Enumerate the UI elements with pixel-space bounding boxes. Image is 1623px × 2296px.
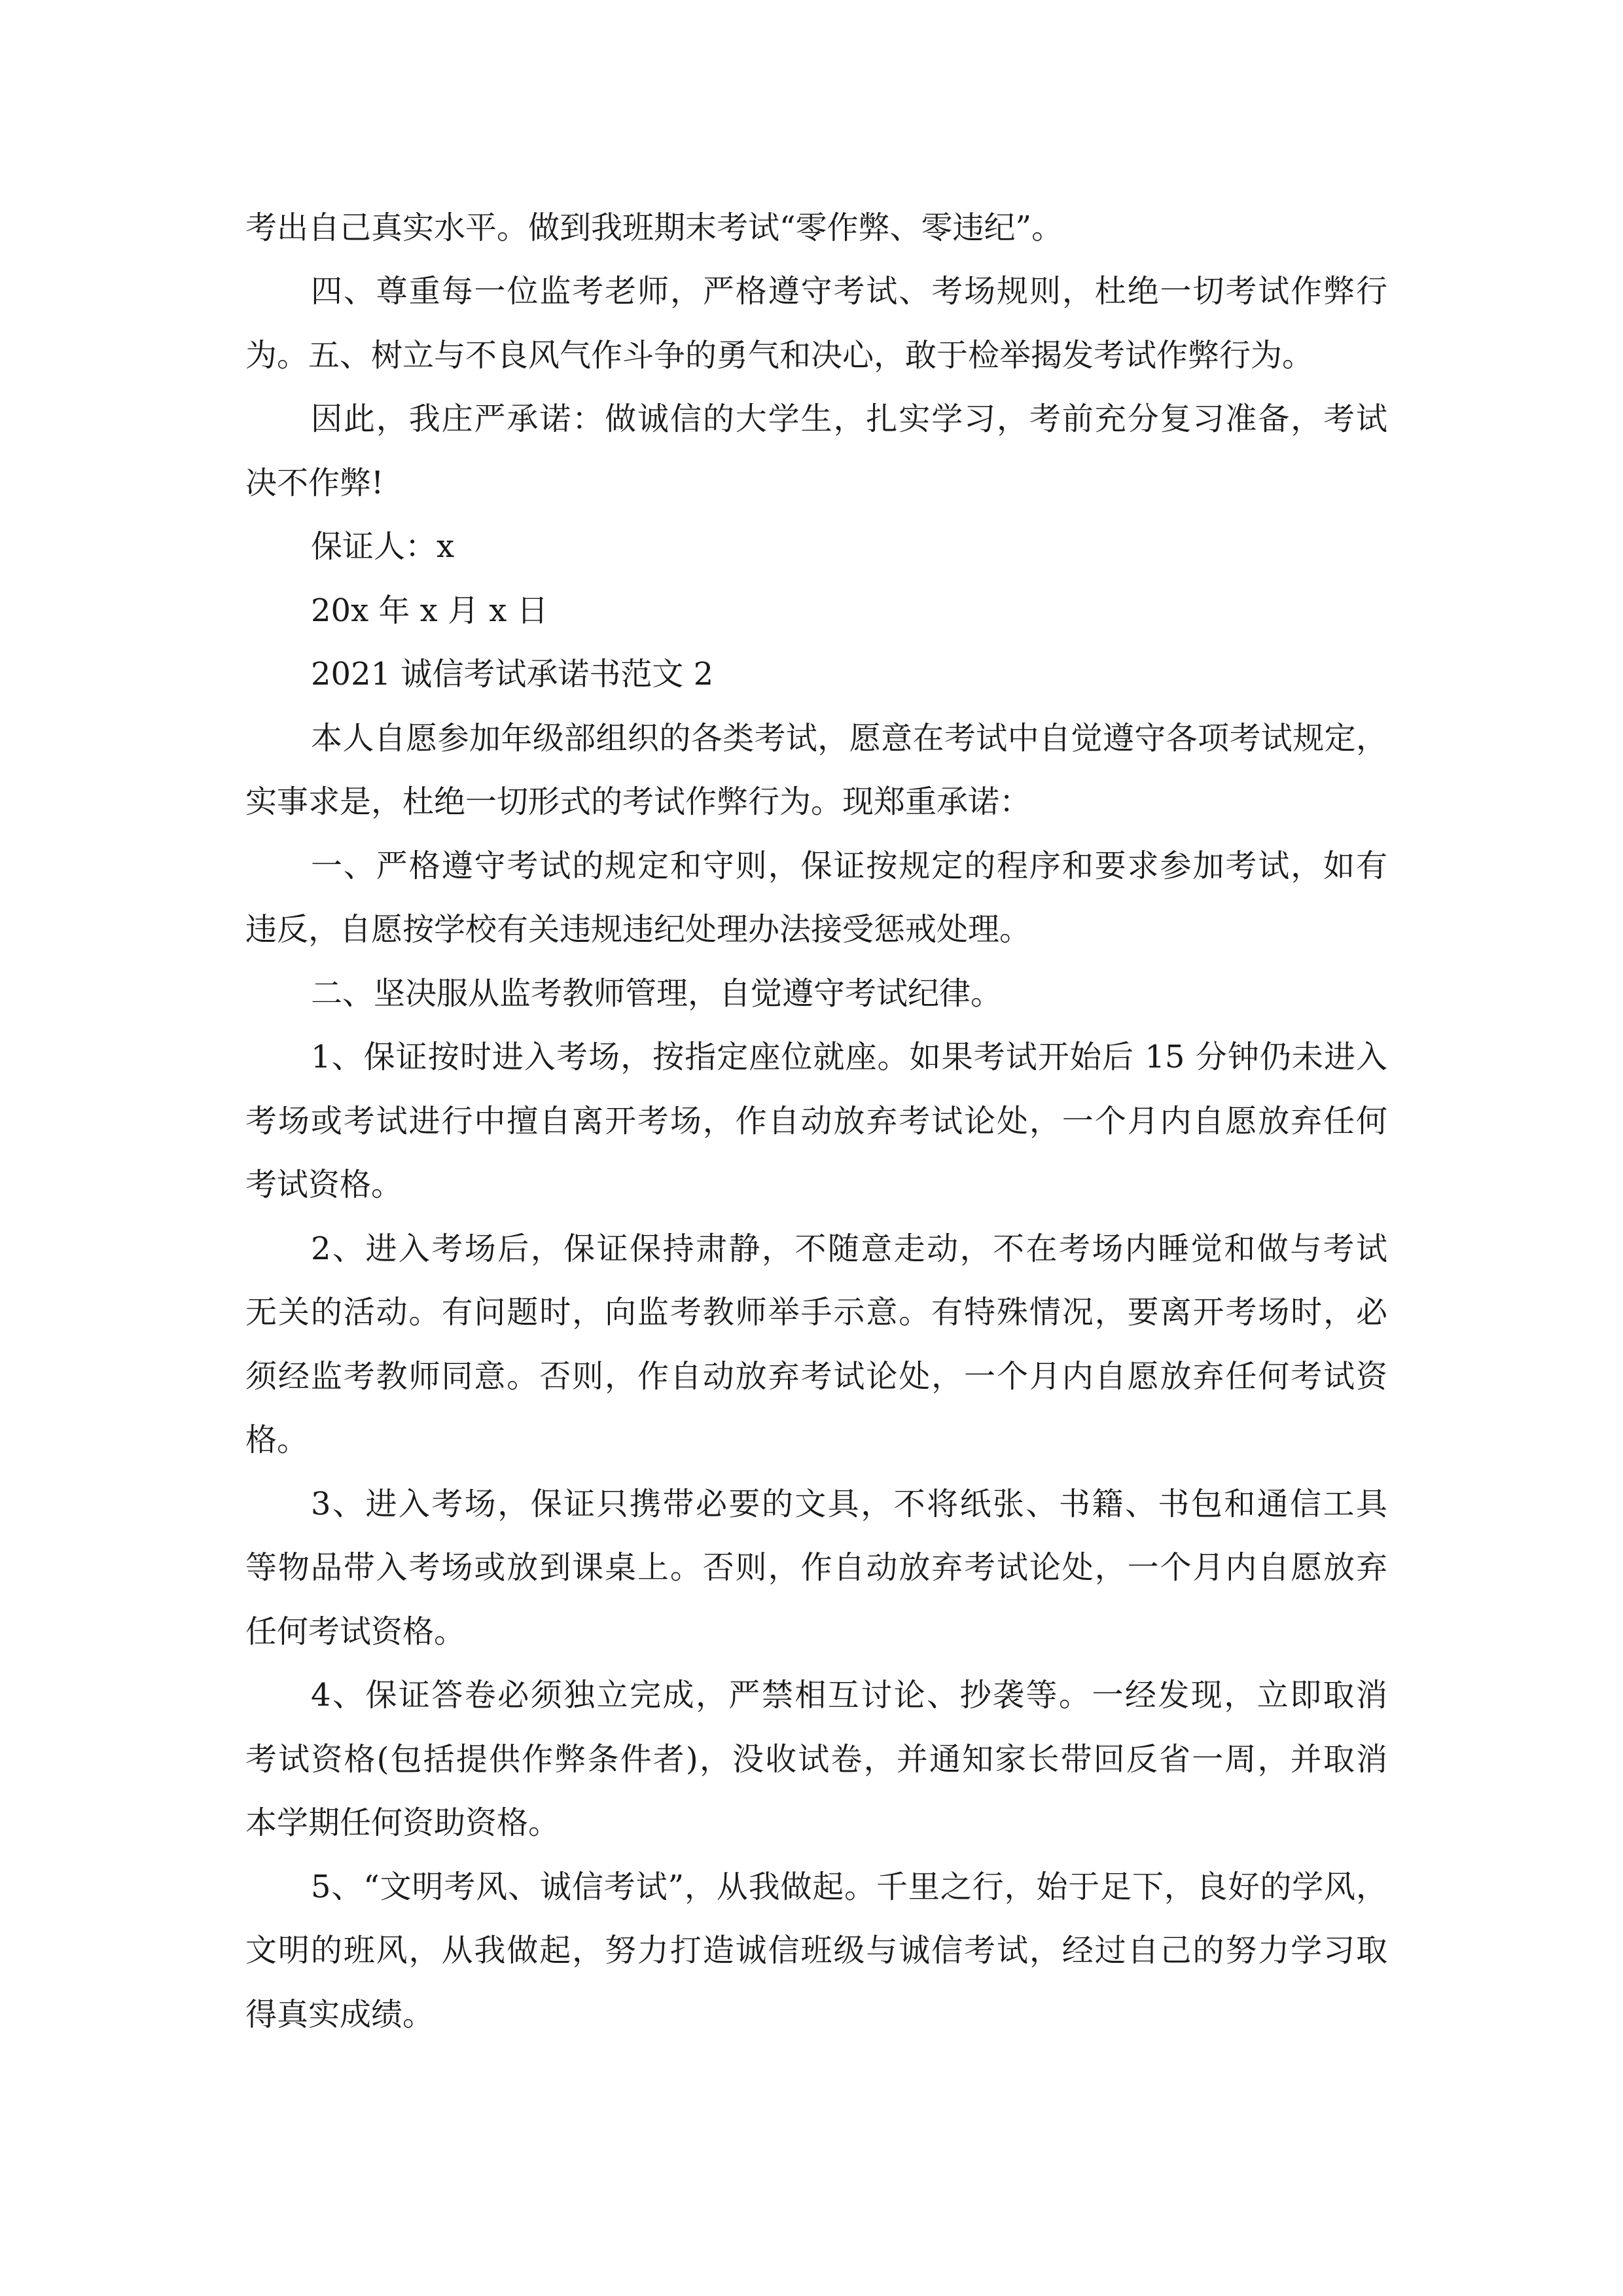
text-line: 4、保证答卷必须独立完成，严禁相互讨论、抄袭等。一经发现，立即取消 [311, 1677, 1387, 1713]
text-line: 本人自愿参加年级部组织的各类考试，愿意在考试中自觉遵守各项考试规定， [311, 720, 1387, 757]
text-line: 四、尊重每一位监考老师，严格遵守考试、考场规则，杜绝一切考试作弊行 [311, 273, 1387, 310]
text-line: 文明的班风，从我做起，努力打造诚信班级与诚信考试，经过自己的努力学习取 [245, 1932, 1387, 1969]
text-line: 二、坚决服从监考教师管理，自觉遵守考试纪律。 [311, 975, 1003, 1012]
text-line: 5、“文明考风、诚信考试”，从我做起。千里之行，始于足下，良好的学风， [311, 1869, 1387, 1905]
text-line: 违反，自愿按学校有关违规违纪处理办法接受惩戒处理。 [245, 911, 1031, 948]
text-line: 任何考试资格。 [245, 1613, 466, 1650]
text-line: 格。 [245, 1422, 309, 1458]
text-line: 保证人：x [311, 528, 455, 565]
text-line: 等物品带入考场或放到课桌上。否则，作自动放弃考试论处，一个月内自愿放弃 [245, 1549, 1387, 1586]
text-line: 一、严格遵守考试的规定和守则，保证按规定的程序和要求参加考试，如有 [311, 848, 1387, 884]
text-line: 得真实成绩。 [245, 1996, 435, 2033]
text-line: 2、进入考场后，保证保持肃静，不随意走动，不在考场内睡觉和做与考试 [311, 1230, 1387, 1267]
text-line: 须经监考教师同意。否则，作自动放弃考试论处，一个月内自愿放弃任何考试资 [245, 1358, 1387, 1395]
section-title: 2021 诚信考试承诺书范文 2 [311, 656, 714, 692]
text-line: 考试资格。 [245, 1166, 403, 1203]
text-line: 20x 年 x 月 x 日 [311, 592, 548, 629]
text-line: 3、进入考场，保证只携带必要的文具，不将纸张、书籍、书包和通信工具 [311, 1486, 1387, 1522]
text-line: 本学期任何资助资格。 [245, 1804, 560, 1841]
text-line: 考试资格(包括提供作弊条件者)，没收试卷，并通知家长带回反省一周，并取消 [245, 1741, 1387, 1778]
text-line: 无关的活动。有问题时，向监考教师举手示意。有特殊情况，要离开考场时，必 [245, 1294, 1387, 1331]
text-line: 考出自己真实水平。做到我班期末考试“零作弊、零违纪”。 [245, 209, 1063, 246]
text-line: 因此，我庄严承诺：做诚信的大学生，扎实学习，考前充分复习准备，考试 [311, 401, 1387, 437]
text-line: 实事求是，杜绝一切形式的考试作弊行为。现郑重承诺： [245, 783, 1031, 820]
text-line: 考场或考试进行中擅自离开考场，作自动放弃考试论处，一个月内自愿放弃任何 [245, 1103, 1387, 1139]
text-line: 决不作弊! [245, 465, 384, 501]
text-line: 1、保证按时进入考场，按指定座位就座。如果考试开始后 15 分钟仍未进入 [311, 1039, 1387, 1075]
text-line: 为。五、树立与不良风气作斗争的勇气和决心，敢于检举揭发考试作弊行为。 [245, 337, 1314, 374]
